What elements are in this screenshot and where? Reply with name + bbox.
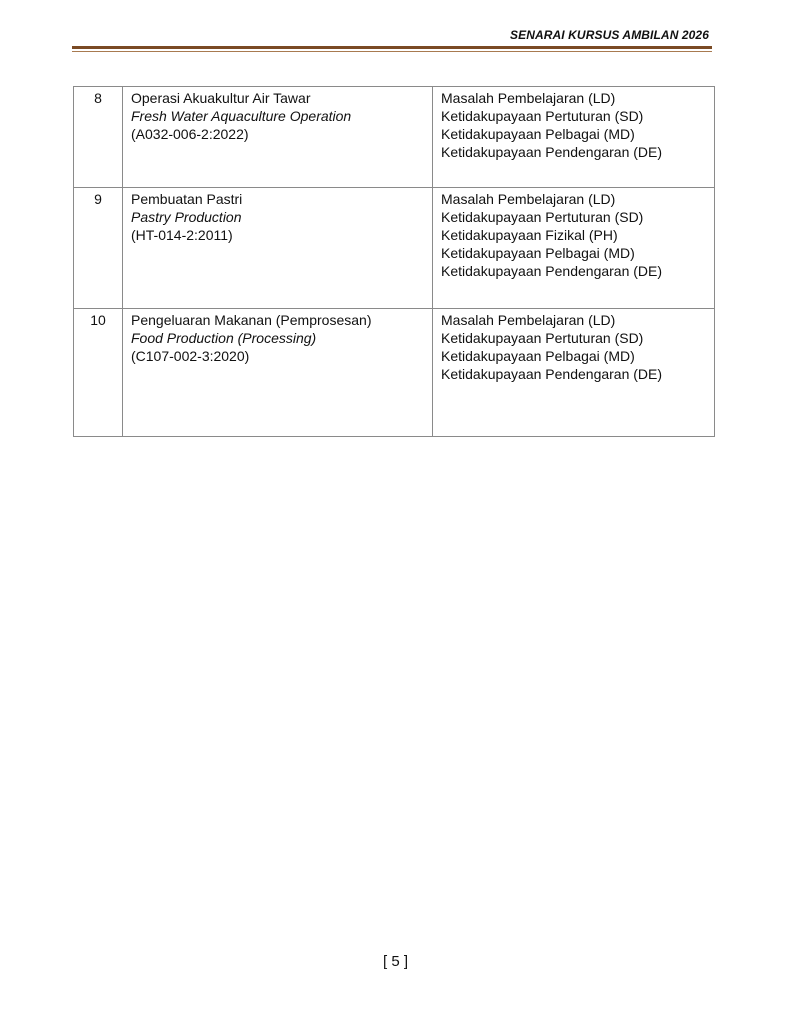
course-code: (A032-006-2:2022) [131, 126, 249, 142]
course-cell [123, 87, 433, 188]
page-number: [ 5 ] [382, 953, 408, 970]
category-cell [433, 87, 715, 188]
course-code: (HT-014-2:2011) [131, 227, 233, 243]
category-item: Masalah Pembelajaran (LD) [441, 191, 616, 207]
course-table [73, 86, 715, 437]
course-name-en: Pastry Production [131, 209, 242, 225]
header-rule-thin [72, 51, 712, 52]
course-name-ms: Operasi Akuakultur Air Tawar [131, 90, 311, 106]
category-item: Ketidakupayaan Pertuturan (SD) [441, 108, 644, 124]
course-code: (C107-002-3:2020) [131, 348, 250, 364]
category-item: Ketidakupayaan Pertuturan (SD) [441, 330, 644, 346]
table-row [74, 188, 715, 309]
header-rule-thick [72, 46, 712, 49]
row-number: 9 [74, 188, 123, 309]
category-item: Ketidakupayaan Pelbagai (MD) [441, 348, 635, 364]
category-cell [433, 309, 715, 437]
category-item: Masalah Pembelajaran (LD) [441, 90, 616, 106]
table-row [74, 87, 715, 188]
category-item: Masalah Pembelajaran (LD) [441, 312, 616, 328]
course-name-en: Food Production (Processing) [131, 330, 317, 346]
row-number: 10 [74, 309, 123, 437]
category-cell [433, 188, 715, 309]
course-name-ms: Pengeluaran Makanan (Pemprosesan) [131, 312, 372, 328]
page-header-title: SENARAI KURSUS AMBILAN 2026 [510, 28, 709, 42]
row-number: 8 [74, 87, 123, 188]
category-item: Ketidakupayaan Fizikal (PH) [441, 227, 618, 243]
table-row [74, 309, 715, 437]
course-name-en: Fresh Water Aquaculture Operation [131, 108, 352, 124]
category-item: Ketidakupayaan Pendengaran (DE) [441, 366, 663, 382]
course-name-ms: Pembuatan Pastri [131, 191, 243, 207]
category-item: Ketidakupayaan Pertuturan (SD) [441, 209, 644, 225]
category-item: Ketidakupayaan Pelbagai (MD) [441, 126, 635, 142]
course-cell [123, 309, 433, 437]
category-item: Ketidakupayaan Pelbagai (MD) [441, 245, 635, 261]
course-cell [123, 188, 433, 309]
category-item: Ketidakupayaan Pendengaran (DE) [441, 144, 663, 160]
category-item: Ketidakupayaan Pendengaran (DE) [441, 263, 663, 279]
